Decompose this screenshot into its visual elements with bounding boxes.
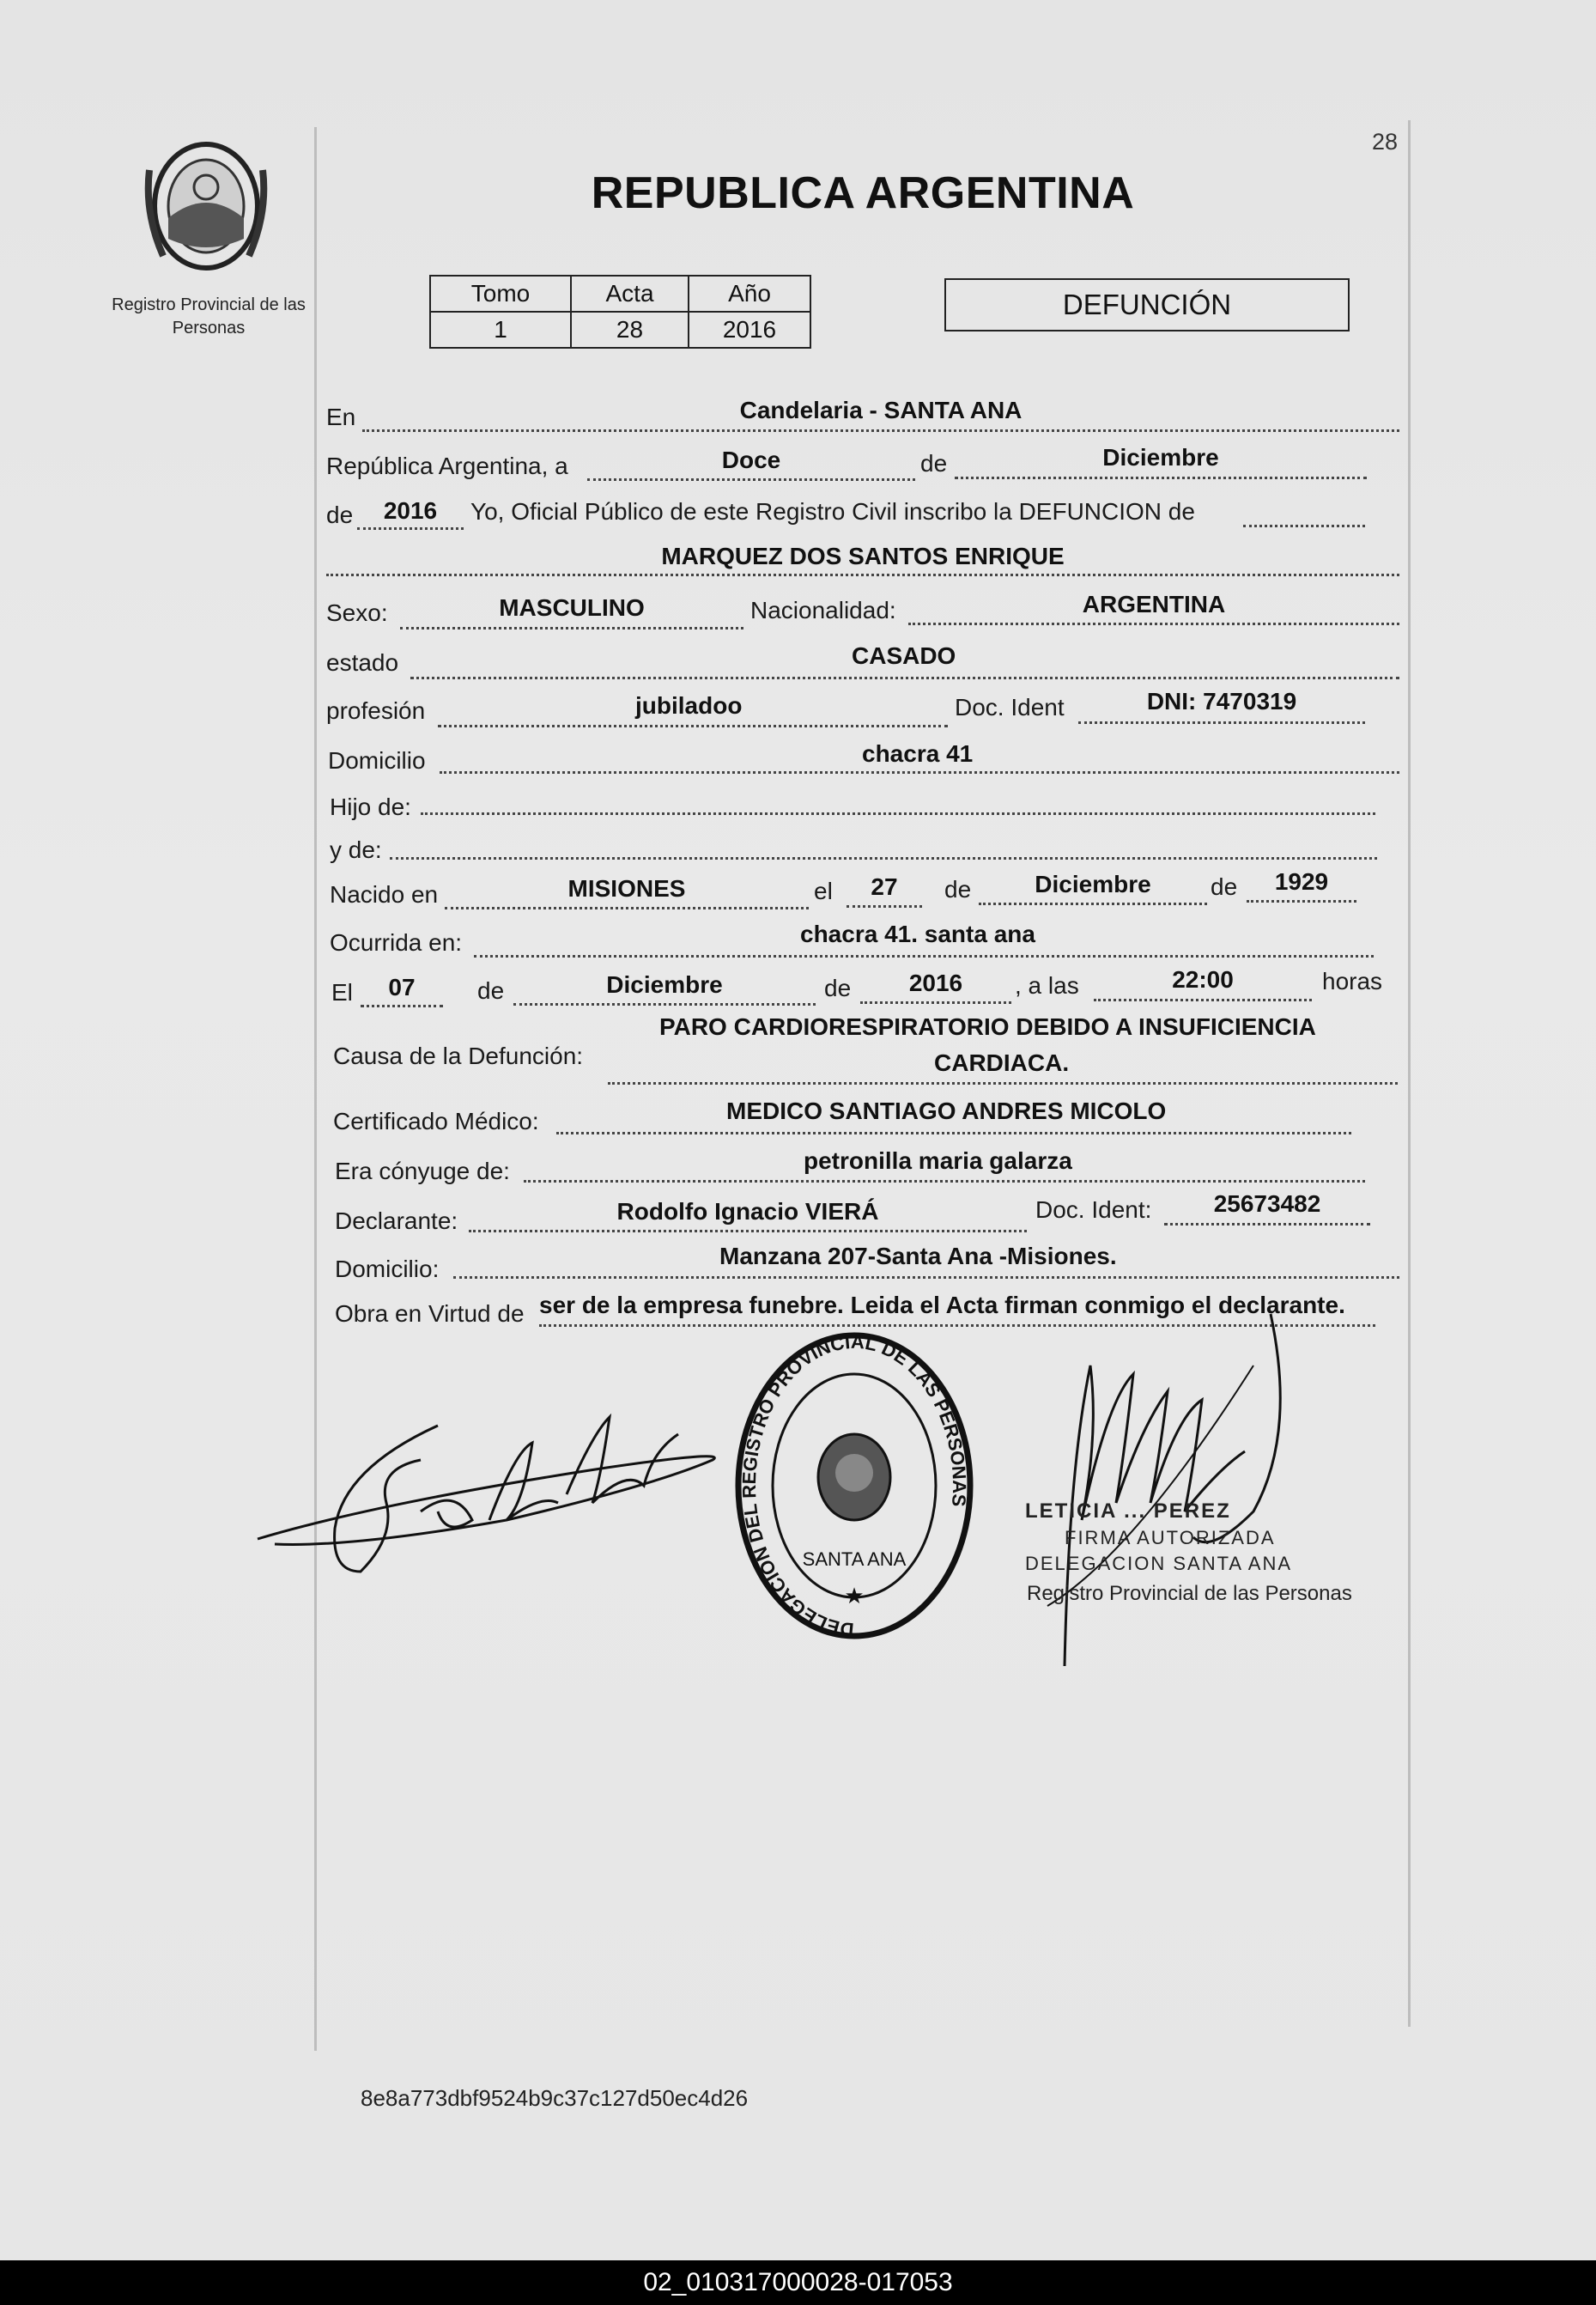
value-month: Diciembre (1102, 444, 1219, 471)
label-doc-ident: Doc. Ident (955, 694, 1065, 721)
label-horas: horas (1322, 968, 1383, 994)
label-a-las: , a las (1015, 972, 1079, 999)
dotted-line-certificate (556, 1132, 1351, 1134)
dotted-line-year (357, 527, 464, 530)
label-certificado: Certificado Médico: (333, 1108, 539, 1134)
label-estado: estado (326, 649, 399, 676)
value-sex: MASCULINO (499, 594, 645, 621)
dotted-line-spouse (524, 1180, 1365, 1183)
record-table (429, 275, 811, 349)
value-birth-year: 1929 (1274, 868, 1329, 895)
stamp-ring-text: DELEGACION DEL REGISTRO PROVINCIAL DE LAS PERSONAS (737, 1330, 971, 1641)
dotted-line-death-day (361, 1005, 443, 1007)
dotted-line-cause (608, 1082, 1398, 1085)
official-registry: Registro Provincial de las Personas (1027, 1582, 1352, 1605)
label-de-birth-year: de (1211, 873, 1238, 900)
value-birth-month: Diciembre (1035, 871, 1151, 897)
table-header-ano: Año (689, 276, 810, 312)
declarant-signature-icon (249, 1400, 764, 1597)
page-number: 28 (1372, 129, 1399, 155)
label-de-month: de (920, 450, 948, 477)
value-day-text: Doce (721, 447, 781, 473)
dotted-line-death-month (513, 1003, 816, 1006)
left-margin-rule (314, 127, 317, 2051)
label-profesion: profesión (326, 697, 426, 724)
dotted-line-declarant-address (453, 1276, 1399, 1279)
official-name: LETICIA ... PEREZ (1025, 1499, 1231, 1523)
value-document: DNI: 7470319 (1146, 688, 1297, 715)
table-value-acta: 28 (571, 312, 689, 348)
value-deceased-name: MARQUEZ DOS SANTOS ENRIQUE (661, 543, 1065, 569)
value-death-time: 22:00 (1172, 966, 1234, 993)
value-death-month: Diciembre (606, 971, 723, 998)
label-doc-ident2: Doc. Ident: (1035, 1196, 1152, 1223)
label-hijo-de: Hijo de: (330, 794, 411, 820)
label-obra-en-virtud: Obra en Virtud de (335, 1300, 525, 1327)
dotted-line-nationality (908, 623, 1399, 625)
value-declarant-address: Manzana 207-Santa Ana -Misiones. (719, 1243, 1117, 1269)
label-el-cap: El (331, 979, 353, 1006)
value-death-year: 2016 (908, 970, 963, 996)
value-cause-line1: PARO CARDIORESPIRATORIO DEBIDO A INSUFICIENCIA (659, 1013, 1316, 1040)
dotted-line-month (955, 477, 1367, 479)
label-declarante: Declarante: (335, 1207, 458, 1234)
value-profession: jubiladoo (635, 692, 743, 719)
dotted-line-name (326, 574, 1399, 576)
value-address: chacra 41 (862, 740, 974, 767)
record-type-box: DEFUNCIÓN (944, 278, 1350, 331)
value-virtue: ser de la empresa funebre. Leida el Acta firman conmigo el declarante. (539, 1292, 1345, 1318)
value-cause-line2: CARDIACA. (934, 1049, 1070, 1076)
value-death-day: 07 (388, 974, 416, 1000)
label-nacionalidad: Nacionalidad: (750, 597, 896, 623)
dotted-line-day (587, 478, 915, 481)
official-stamp-icon (730, 1327, 979, 1645)
label-domicilio2: Domicilio: (335, 1256, 440, 1282)
official-authorized: FIRMA AUTORIZADA (1065, 1527, 1276, 1548)
value-birth-place: MISIONES (567, 875, 686, 902)
province-emblem-icon (143, 136, 270, 278)
label-domicilio: Domicilio (328, 747, 426, 774)
label-el: el (814, 878, 833, 904)
registry-caption: Registro Provincial de las Personas (112, 295, 306, 338)
footer-id-bar: 02_010317000028-017053 (0, 2260, 1596, 2305)
dotted-line-death-year (860, 1001, 1011, 1004)
value-birth-day: 27 (871, 873, 898, 900)
dotted-line-profession (438, 725, 948, 727)
table-header-acta: Acta (571, 276, 689, 312)
page-title: REPUBLICA ARGENTINA (591, 168, 1135, 218)
right-margin-rule (1408, 120, 1411, 2027)
official-delegation: DELEGACION SANTA ANA (1025, 1553, 1293, 1574)
value-year: 2016 (383, 497, 438, 524)
dotted-line-declarant (469, 1230, 1027, 1232)
dotted-line-father (421, 812, 1375, 815)
value-death-place: chacra 41. santa ana (800, 921, 1035, 947)
label-de-death-month: de (477, 977, 505, 1004)
value-place: Candelaria - SANTA ANA (739, 397, 1023, 423)
label-yo-oficial: Yo, Oficial Público de este Registro Civil inscribo la DEFUNCION de (470, 498, 1195, 525)
table-value-tomo: 1 (430, 312, 571, 348)
stamp-bottom-text: SANTA ANA (802, 1548, 907, 1570)
label-sexo: Sexo: (326, 599, 388, 626)
dotted-line-declarant-doc (1164, 1223, 1370, 1225)
dotted-line-death-time (1094, 999, 1312, 1001)
dotted-line-birth-month (979, 903, 1207, 905)
document-hash: 8e8a773dbf9524b9c37c127d50ec4d26 (361, 2085, 749, 2111)
label-ocurrida-en: Ocurrida en: (330, 929, 463, 956)
table-header-tomo: Tomo (430, 276, 571, 312)
label-y-de: y de: (330, 836, 382, 863)
dotted-line-birth-day (847, 905, 922, 908)
label-causa: Causa de la Defunción: (333, 1043, 584, 1069)
label-de-death-year: de (824, 975, 852, 1001)
svg-text:★: ★ (844, 1583, 865, 1609)
dotted-line-birth-place (445, 907, 809, 909)
dotted-line-death-place (474, 955, 1374, 958)
official-signature-icon (1030, 1297, 1288, 1675)
dotted-line-yo-end (1243, 525, 1365, 527)
dotted-line-birth-year (1247, 900, 1356, 903)
value-declarant: Rodolfo Ignacio VIERÁ (616, 1198, 879, 1225)
dotted-line-document (1078, 721, 1365, 724)
label-en: En (326, 404, 356, 430)
label-conyuge: Era cónyuge de: (335, 1158, 510, 1184)
table-value-ano: 2016 (689, 312, 810, 348)
value-civil-status: CASADO (852, 642, 956, 669)
value-spouse: petronilla maria galarza (804, 1147, 1072, 1174)
dotted-line-mother (390, 857, 1377, 860)
dotted-line-sex (400, 627, 743, 629)
label-de-birth-month: de (944, 876, 972, 903)
value-medical-certificate: MEDICO SANTIAGO ANDRES MICOLO (726, 1098, 1167, 1124)
label-de-year: de (326, 502, 354, 528)
value-declarant-document: 25673482 (1213, 1190, 1321, 1217)
dotted-line-civil-status (410, 677, 1399, 679)
dotted-line-place (362, 429, 1399, 432)
label-republica: República Argentina, a (326, 453, 568, 479)
label-nacido-en: Nacido en (330, 881, 439, 908)
value-nationality: ARGENTINA (1082, 591, 1226, 617)
dotted-line-address (440, 771, 1399, 774)
